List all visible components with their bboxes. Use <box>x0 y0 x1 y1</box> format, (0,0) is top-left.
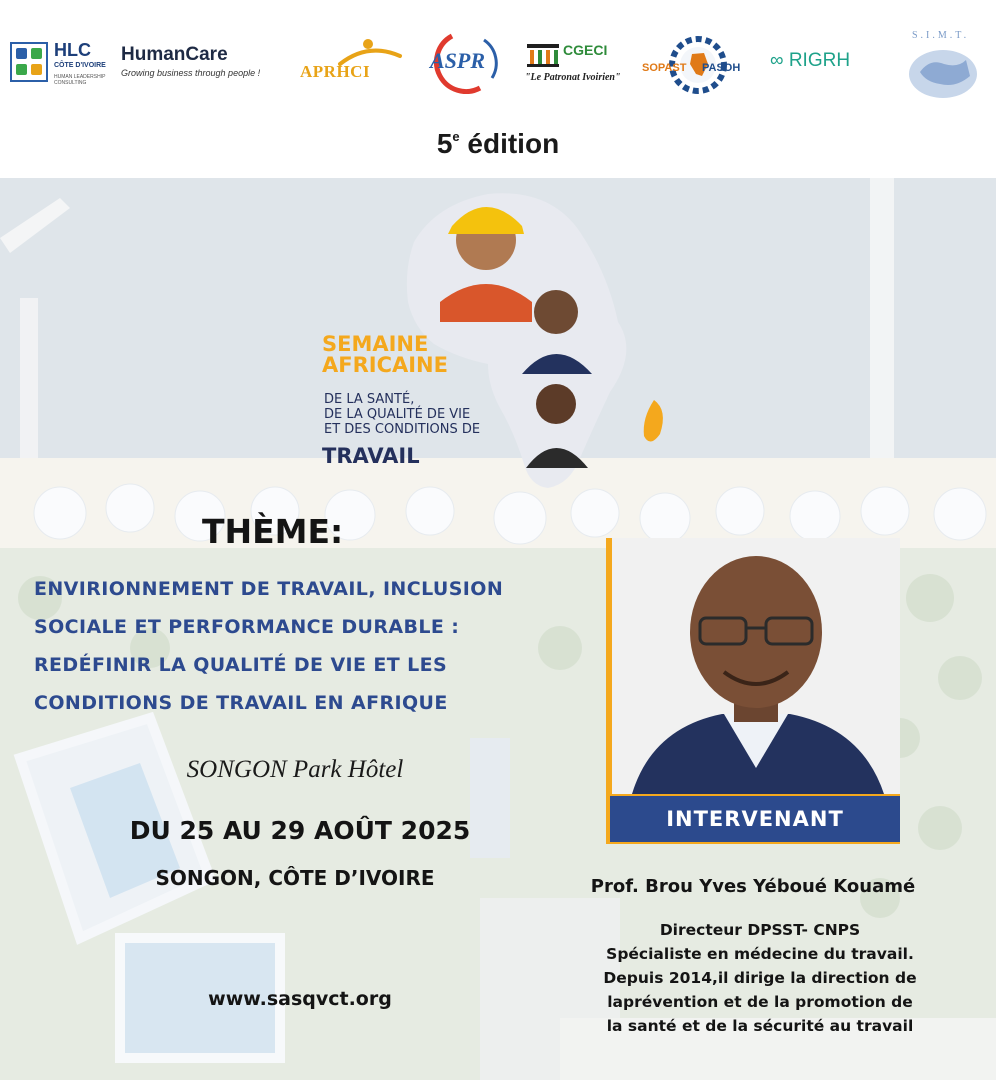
simt-logo <box>900 30 986 102</box>
edition-suffix: e <box>452 129 460 144</box>
venue-name: SONGON Park Hôtel <box>186 756 404 783</box>
speaker-role-label: INTERVENANT <box>610 796 900 842</box>
event-title-line-5: ET DES CONDITIONS DE <box>324 422 481 437</box>
event-title-line-6: TRAVAIL <box>322 444 420 468</box>
event-title-line-3: DE LA SANTÉ, <box>324 392 415 407</box>
theme-line-3: REDÉFINIR LA QUALITÉ DE VIE ET LES <box>34 654 448 676</box>
aprhci-logo <box>300 38 405 90</box>
speaker-card <box>606 538 900 844</box>
theme-line-4: CONDITIONS DE TRAVAIL EN AFRIQUE <box>34 692 448 714</box>
hlc-logo-name: HLC <box>54 40 91 60</box>
humancare-logo-tagline: Growing business through people ! <box>121 68 261 78</box>
website-link[interactable]: www.sasqvct.org <box>208 988 392 1010</box>
theme-line-2: SOCIALE ET PERFORMANCE DURABLE : <box>34 616 460 638</box>
speaker-name: Prof. Brou Yves Yéboué Kouamé <box>590 876 916 897</box>
speaker-bio-line-1: Directeur DPSST- CNPS <box>659 921 861 939</box>
event-title-line-1: SEMAINE <box>322 332 429 356</box>
speaker-bio-line-5: la santé et de la sécurité au travail <box>606 1017 914 1035</box>
rigrh-swirl-icon: ∞ <box>770 50 789 71</box>
edition-word: édition <box>467 128 560 159</box>
cgeci-building-icon <box>525 40 561 68</box>
event-title-line-4: DE LA QUALITÉ DE VIE <box>324 407 471 422</box>
sopast-pasoh-logo <box>640 34 756 96</box>
cgeci-logo-name: CGECI <box>563 42 608 58</box>
theme-label: THÈME: <box>202 512 344 551</box>
speaker-bio-line-3: Depuis 2014,il dirige la direction de <box>603 969 917 987</box>
speaker-portrait-icon <box>612 538 900 794</box>
simt-logo-name: S.I.M.T. <box>912 30 970 41</box>
humancare-logo-name: HumanCare <box>121 44 228 65</box>
hlc-logo <box>10 40 110 88</box>
event-logo <box>318 182 678 492</box>
hlc-logo-subtitle: HUMAN LEADERSHIP CONSULTING <box>54 74 106 86</box>
rigrh-logo <box>770 50 870 80</box>
globe-figure-icon <box>900 42 986 102</box>
event-location: SONGON, CÔTE D’IVOIRE <box>155 866 435 890</box>
edition-title <box>0 128 996 160</box>
rigrh-logo-text: RIGRH <box>788 50 851 71</box>
hlc-logo-country: CÔTE D'IVOIRE <box>54 62 106 69</box>
speaker-bio <box>550 918 970 1038</box>
partner-logo-bar <box>0 0 996 120</box>
humancare-logo <box>121 44 286 84</box>
aprhci-logo-name: APRHCI <box>300 62 371 81</box>
rigrh-logo-name <box>770 50 870 72</box>
theme-text <box>34 570 594 722</box>
event-title-primary <box>322 334 448 376</box>
edition-number: 5 <box>436 128 453 159</box>
event-dates: DU 25 AU 29 AOÛT 2025 <box>129 816 471 845</box>
aspr-logo-name: ASPR <box>430 48 486 73</box>
speaker-bio-line-2: Spécialiste en médecine du travail. <box>606 945 914 963</box>
speaker-bio-line-4: laprévention et de la promotion de <box>607 993 913 1011</box>
event-title-line-2: AFRICAINE <box>322 353 448 377</box>
theme-line-1: ENVIRIONNEMENT DE TRAVAIL, INCLUSION <box>34 578 504 600</box>
hlc-mark-icon <box>10 42 48 82</box>
pasoh-logo-name: PASOH <box>702 62 741 74</box>
cgeci-logo <box>525 40 625 90</box>
speaker-photo <box>612 538 900 794</box>
sopast-logo-name: SOPAST <box>642 62 687 74</box>
event-title-secondary <box>324 392 480 437</box>
cgeci-logo-tagline: "Le Patronat Ivoirien" <box>525 72 621 83</box>
aspr-logo <box>422 32 508 94</box>
